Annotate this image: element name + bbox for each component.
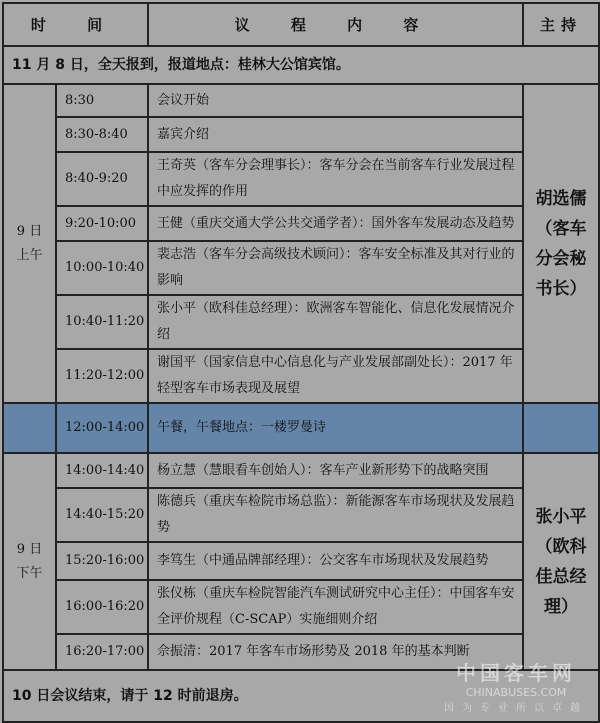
table-row: [3, 453, 599, 488]
time-cell: 16:00-16:20: [56, 580, 148, 634]
time-cell: 10:40-11:20: [56, 295, 148, 349]
watermark-en: CHINABUSES.COM: [465, 686, 567, 699]
time-cell: 16:20-17:00: [56, 634, 148, 670]
header-row: [3, 3, 599, 46]
content-cell: 谢国平（国家信息中心信息化与产业发展部副处长）：2017 年轻型客车市场表现及展望: [148, 349, 523, 403]
header-host: 主持: [523, 3, 599, 46]
time-cell: 8:40-9:20: [56, 152, 148, 206]
time-cell: 11:20-12:00: [56, 349, 148, 403]
table-row: [3, 84, 599, 117]
time-cell: 10:00-10:40: [56, 241, 148, 295]
table-row: [3, 542, 599, 580]
content-cell: 嘉宾介绍: [148, 117, 523, 152]
afternoon-day: 9 日 下午: [3, 453, 56, 670]
agenda-table: [2, 2, 600, 723]
content-cell: 佘振清：2017 年客车市场形势及 2018 年的基本判断: [148, 634, 523, 670]
content-cell: 王奇英（客车分会理事长）：客车分会在当前客车行业发展过程中应发挥的作用: [148, 152, 523, 206]
table-row: [3, 117, 599, 152]
content-cell: 午餐，午餐地点：一楼罗曼诗: [148, 403, 523, 453]
watermark-cn: 中国客车网: [456, 661, 576, 685]
morning-day: 9 日 上午: [3, 84, 56, 403]
empty-cell: [523, 403, 599, 453]
empty-cell: [3, 403, 56, 453]
time-cell: 14:40-15:20: [56, 488, 148, 542]
table-row: [3, 295, 599, 349]
time-cell: 14:00-14:40: [56, 453, 148, 488]
content-cell: 杨立慧（慧眼看车创始人）：客车产业新形势下的战略突围: [148, 453, 523, 488]
time-cell: 8:30: [56, 84, 148, 117]
time-cell: 8:30-8:40: [56, 117, 148, 152]
content-cell: 陈德兵（重庆车检院市场总监）：新能源客车市场现状及发展趋势: [148, 488, 523, 542]
header-time: 时 间: [3, 3, 148, 46]
registration-text: 11 月 8 日，全天报到，报道地点：桂林大公馆宾馆。: [3, 46, 599, 84]
table-row: [3, 241, 599, 295]
morning-host: 胡选儒（客车分会秘书长）: [523, 84, 599, 403]
table-row: [3, 488, 599, 542]
content-cell: 王健（重庆交通大学公共交通学者）：国外客车发展动态及趋势: [148, 206, 523, 241]
afternoon-host: 张小平（欧科佳总经理）: [523, 453, 599, 670]
table-row: [3, 152, 599, 206]
content-cell: 会议开始: [148, 84, 523, 117]
watermark-slogan: 因为专业所以卓越: [444, 703, 588, 714]
watermark-logo: [444, 657, 588, 714]
table-row: [3, 580, 599, 634]
content-cell: 裴志浩（客车分会高级技术顾问）：客车安全标准及其对行业的影响: [148, 241, 523, 295]
time-cell: 12:00-14:00: [56, 403, 148, 453]
footer-text: 10 日会议结束，请于 12 时前退房。: [3, 670, 599, 722]
registration-row: [3, 46, 599, 84]
lunch-row: [3, 403, 599, 453]
content-cell: 张仪栋（重庆车检院智能汽车测试研究中心主任）：中国客车安全评价规程（C-SCAP）实施细则介绍: [148, 580, 523, 634]
time-cell: 9:20-10:00: [56, 206, 148, 241]
header-content: 议 程 内 容: [148, 3, 523, 46]
table-row: [3, 349, 599, 403]
table-row: [3, 206, 599, 241]
content-cell: 张小平（欧科佳总经理）：欧洲客车智能化、信息化发展情况介绍: [148, 295, 523, 349]
content-cell: 李笃生（中通品牌部经理）：公交客车市场现状及发展趋势: [148, 542, 523, 580]
time-cell: 15:20-16:00: [56, 542, 148, 580]
